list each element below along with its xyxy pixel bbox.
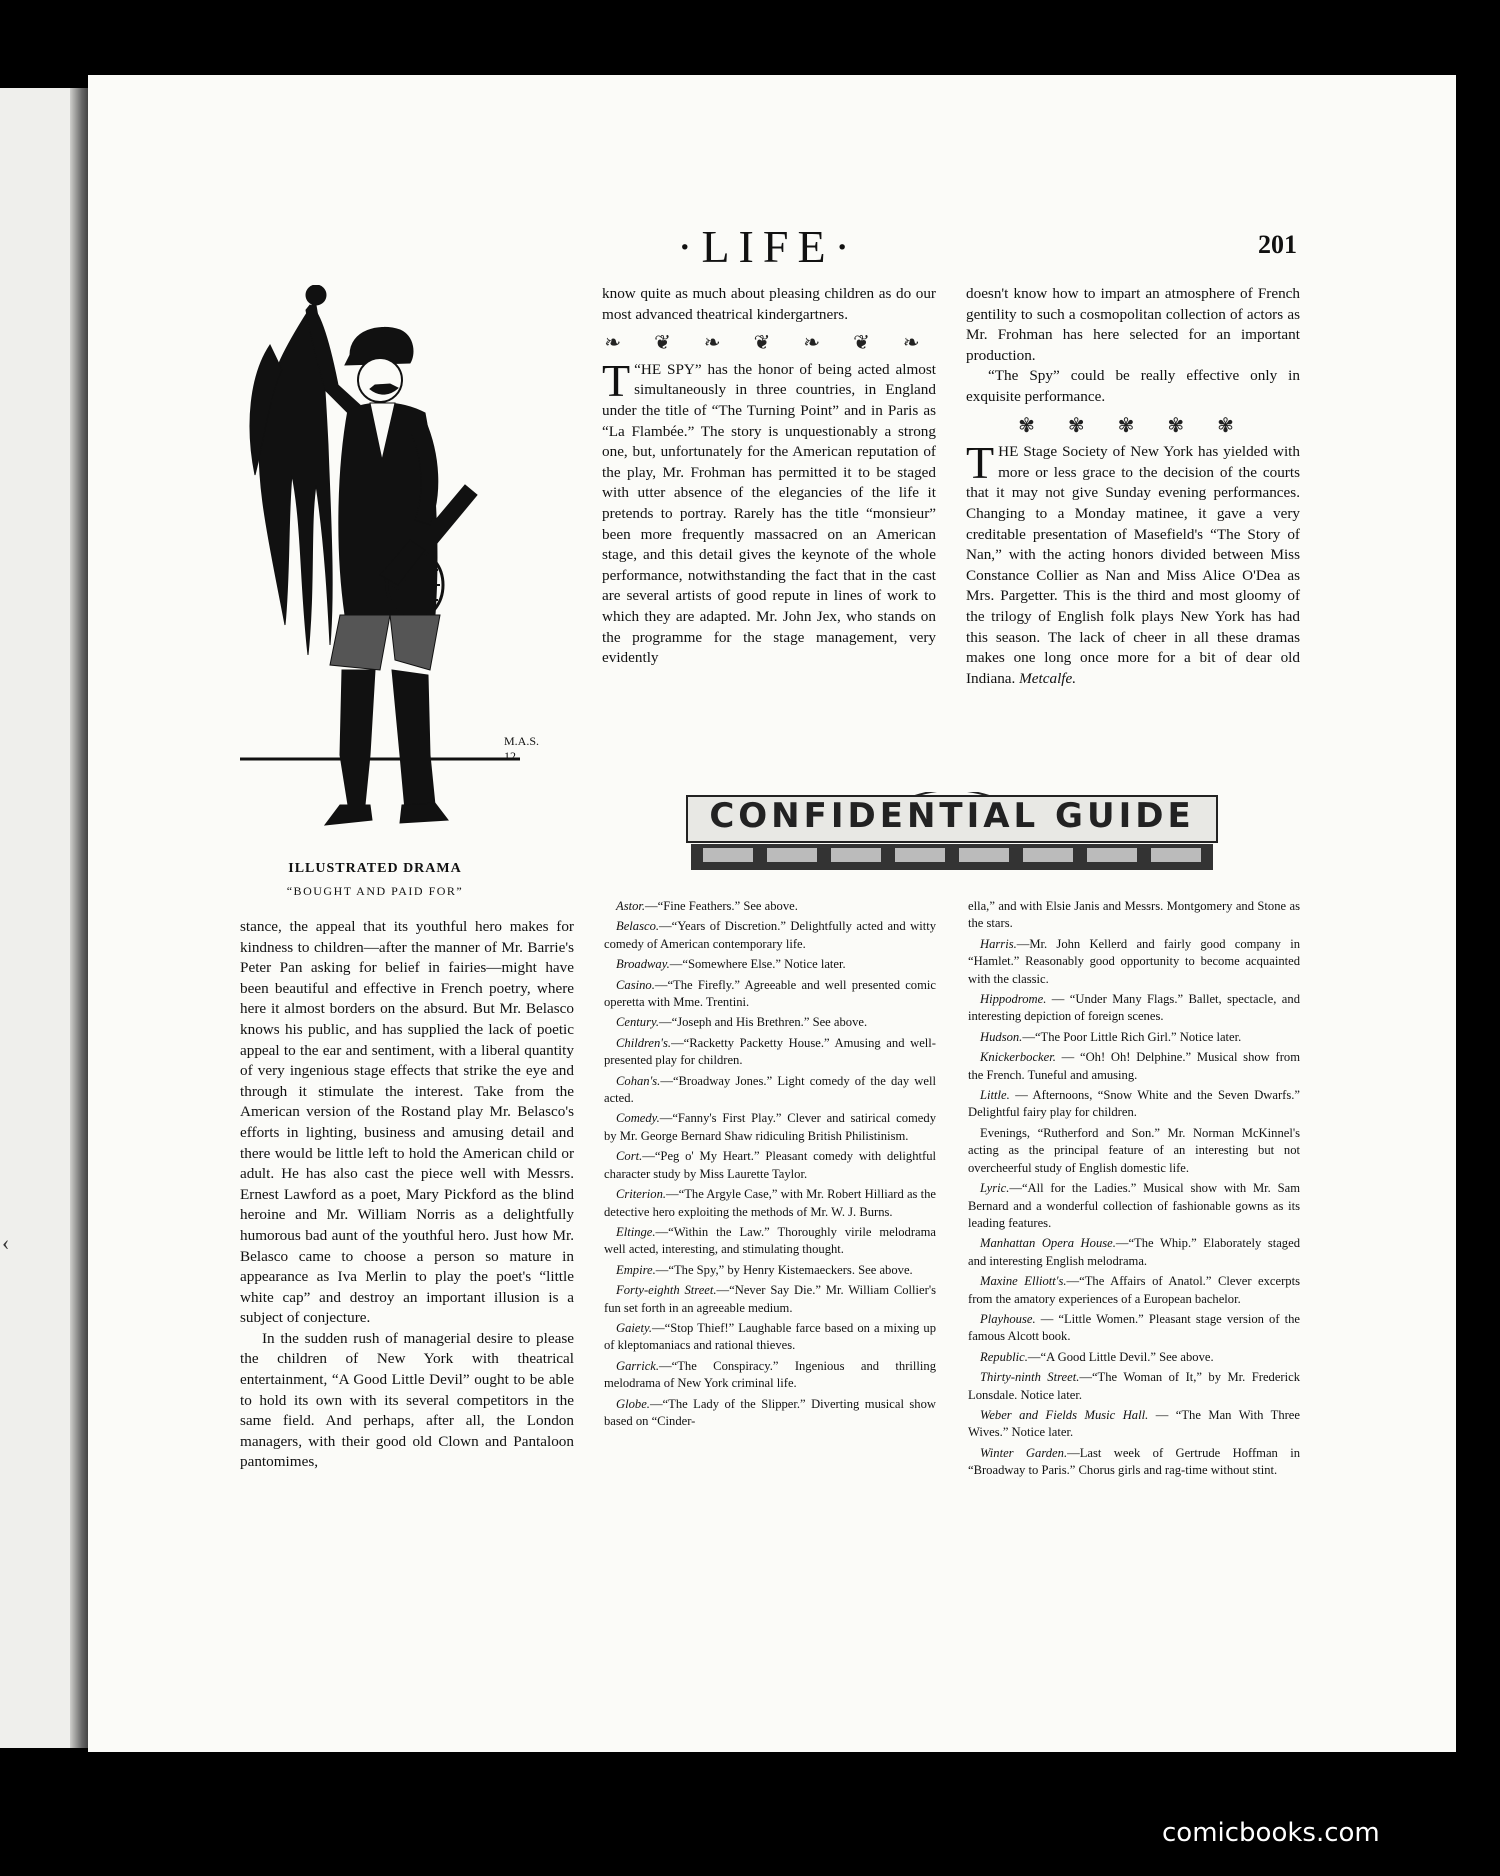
theatre-description: —“The Spy,” by Henry Kistemaeckers. See above. [655,1262,913,1277]
theatre-description: —“Peg o' My Heart.” Pleasant comedy with delightful character study by Miss Laurette Taylor. [604,1149,936,1181]
guide-entry [604,1110,936,1145]
theatre-description: — “Oh! Oh! Delphine.” Musical show from the French. Tuneful and amusing. [968,1050,1300,1082]
theatre-name: Garrick. [616,1358,660,1373]
theatre-description: —“Fanny's First Play.” Clever and satirical comedy by Mr. George Bernard Shaw ridiculing British Philistinism. [604,1111,936,1143]
theatre-name: Hippodrome. [980,992,1047,1007]
watermark: comicbooks.com [1162,1818,1380,1848]
guide-column-1 [604,898,936,1433]
theatre-name: Manhattan Opera House. [980,1236,1116,1251]
theatre-name: Century. [616,1015,660,1030]
stage-society-review-text: HE Stage Society of New York has yielded with more or less grace to the decision of the courts that it may not give Sunday evening performances. Changing to a Monday matinee, it gave a very creditable presentation of Masefield's “The Story of Nan,” with the acting honors divided between Miss Constance Collier as Nan and Miss Alice O'Dea as Mrs. Pargetter. This is the third and most gloomy of the trilogy of English folk plays New York has had this season. The lack of cheer in all these dramas makes one long once more for a bit of dear old Indiana. [966,443,1300,687]
right-column-paragraph-2: “The Spy” could be really effective only in exquisite performance. [966,367,1300,405]
theatre-description: —“The Argyle Case,” with Mr. Robert Hilliard as the detective hero exploiting the methods of Mr. W. J. Burns. [604,1187,936,1219]
left-page-mark: ‹ [2,1230,10,1255]
guide-entry [968,1311,1300,1346]
theatre-description: —“The Firefly.” Agreeable and well presented comic operetta with Mme. Trentini. [604,977,936,1010]
left-column-paragraph-1: stance, the appeal that its youthful hero makes for kindness to children—after the manner of Mr. Barrie's Peter Pan asking for belief in fairies—might have been beautiful and effective in French poetry, where here it almost borders on the absurd. But Mr. Belasco knows his public, and has supplied the lack of poetic appeal to the ear and sentiment, with a liberal quantity of very ingenious stage effects that strike the eye and through it stimulate the interest. Take from the American version of the Rostand play Mr. Belasco's efforts in lighting, business and amusing detail and there would be little left to hold the American child or adult. He has also cast the piece well with Messrs. Ernest Lawford as a poet, Mary Pickford as the blind heroine and Mr. William Norris as a delightfully humorous bad aunt of the youthful hero. Just how Mr. Belasco came to choose a person so mature in appearance as Iva Merlin to play the poet's “little white cap” and destroy an important illusion is a subject of conjecture. [240,918,574,1327]
theatre-name: Broadway. [616,957,670,972]
theatre-description: —“Joseph and His Brethren.” See above. [659,1015,868,1030]
theatre-description: —“Years of Discretion.” Delightfully acted and witty comedy of American contemporary life. [604,919,936,951]
theatre-name: Winter Garden. [980,1445,1068,1460]
spy-review [602,354,936,669]
theatre-name: Empire. [616,1262,656,1277]
guide-entry [604,1186,936,1221]
theatre-name: Forty-eighth Street. [616,1283,717,1298]
masthead: ·LIFE· [677,221,859,272]
theatre-name: Weber and Fields Music Hall. [980,1407,1149,1422]
theatre-description: —“All for the Ladies.” Musical show with Mr. Sam Bernard and a wonderful collection of fashionable gowns as its leading features. [968,1181,1300,1230]
theatre-name: Little. [980,1088,1010,1103]
theatre-name: Maxine Elliott's. [980,1274,1067,1289]
guide-entry [604,1148,936,1183]
right-column [966,284,1300,689]
theatre-description: —“The Whip.” Elaborately staged and interesting English melodrama. [968,1236,1300,1268]
guide-entry [968,1029,1300,1046]
guide-entry-continuation: ella,” and with Elsie Janis and Messrs. Montgomery and Stone as the stars. [968,899,1300,931]
artist-signature: M.A.S. 12 [504,734,540,763]
theatre-name: Knickerbocker. [980,1050,1056,1065]
guide-entry [968,991,1300,1026]
left-column-paragraph-2: In the sudden rush of managerial desire to please the children of New York with theatrical entertainment, “A Good Little Devil” ought to be able to hold its own with its several competitors in the same field. And perhaps, after all, the London managers, with their good old Clown and Pantaloon pantomimes, [240,1329,574,1471]
guide-entry [968,1349,1300,1366]
theatre-description: —“The Woman of It,” by Mr. Frederick Lonsdale. Notice later. [968,1370,1300,1402]
ornament-divider: ✾ ✾ ✾ ✾ ✾ [1018,414,1248,437]
guide-entry [968,1273,1300,1308]
page-number: 201 [1258,230,1297,259]
theatre-name: Cohan's. [616,1073,661,1088]
theatre-description: —“The Lady of the Slipper.” Diverting musical show based on “Cinder- [604,1396,936,1428]
theatre-name: Eltinge. [616,1224,656,1239]
guide-entry [604,956,936,973]
middle-column [602,284,936,669]
theatre-description: —“Fine Feathers.” See above. [645,899,798,913]
theatre-name: Thirty-ninth Street. [980,1370,1080,1385]
theatre-name: Astor. [616,899,646,913]
theatre-description: —“Somewhere Else.” Notice later. [669,957,846,972]
drop-cap: T [966,437,995,489]
guide-entry [604,1035,936,1070]
theatre-name: Comedy. [616,1111,660,1126]
theatre-description: —“The Poor Little Rich Girl.” Notice later. [1022,1029,1242,1044]
theatre-name: Hudson. [980,1029,1023,1044]
theatre-description: —“Racketty Packetty House.” Amusing and well-presented play for children. [604,1035,936,1068]
theatre-name: Criterion. [616,1187,667,1202]
guide-column-2 [968,898,1300,1483]
guide-entry [968,1180,1300,1232]
theatre-name: Belasco. [616,919,660,934]
middle-column-paragraph-1: know quite as much about pleasing children as do our most advanced theatrical kindergartners. [602,285,936,323]
guide-entry [968,1125,1300,1177]
guide-entry [604,1073,936,1108]
theatre-name: Cort. [616,1149,643,1164]
guide-entry [968,1445,1300,1480]
theatre-description: —“The Affairs of Anatol.” Clever excerpts from the amatory experiences of a European bachelor. [968,1274,1301,1306]
theatre-description: —“Stop Thief!” Laughable farce based on a mixing up of kleptomaniacs and rational thieves. [604,1320,936,1353]
theatre-description: —“The Conspiracy.” Ingenious and thrilling melodrama of New York criminal life. [604,1358,936,1391]
theatre-description: — “The Man With Three Wives.” Notice later. [968,1407,1300,1440]
theatre-name: Republic. [980,1349,1028,1364]
theatre-description: —“Within the Law.” Thoroughly virile melodrama well acted, interesting, and stimulating thought. [604,1224,936,1257]
guide-entry [604,1224,936,1259]
theatre-description: — “Little Women.” Pleasant stage version of the famous Alcott book. [968,1311,1300,1344]
theatre-name: Globe. [616,1396,650,1411]
theatre-description: —“A Good Little Devil.” See above. [1027,1349,1214,1364]
guide-entry [968,1407,1300,1442]
stage-society-review [966,437,1300,689]
theatre-name: Harris. [980,936,1017,951]
guide-entry [604,1358,936,1393]
guide-banner-title: CONFIDENTIAL GUIDE [709,796,1195,836]
confidential-guide-banner [685,792,1219,874]
theatre-description: — Afternoons, “Snow White and the Seven Dwarfs.” Delightful fairy play for children. [968,1088,1300,1120]
theatre-name: Gaiety. [616,1320,653,1335]
guide-entry [604,1014,936,1031]
theatre-name: Casino. [616,977,655,992]
theatre-description: —Last week of Gertrude Hoffman in “Broadway to Paris.” Chorus girls and rag-time without stint. [968,1445,1300,1478]
guide-entry [604,1282,936,1317]
illustration-caption-title: ILLUSTRATED DRAMA [288,861,462,876]
guide-entry [968,1369,1300,1404]
guide-entry [604,898,936,915]
theatre-description: Evenings, “Rutherford and Son.” Mr. Norman McKinnel's acting as the principal feature of an interesting but not overcheerful study of English domestic life. [968,1125,1300,1175]
guide-entry [968,1087,1300,1122]
left-column [240,917,574,1473]
illustration-fisherman [230,285,530,845]
guide-entry [604,977,936,1012]
guide-entry [968,936,1300,988]
drop-cap: T [602,354,631,406]
ornament-divider: ❧ ❦ ❧ ❦ ❧ ❦ ❧ [604,332,934,355]
illustration-caption-subtitle: “BOUGHT AND PAID FOR” [286,884,464,898]
theatre-name: Lyric. [980,1181,1010,1196]
theatre-name: Playhouse. [980,1311,1036,1326]
spy-review-text: HE SPY” has the honor of being acted almost simultaneously in three countries, in England under the title of “The Turning Point” and in Paris as “La Flambée.” The story is unquestionably a strong one, but, unfortunately for the American reputation of the play, Mr. Frohman has permitted it to be staged with utter absence of the elegancies of the life it pretends to portray. Rarely has the title “monsieur” been more frequently massacred on an American stage, and this detail gives the keynote of the whole performance, notwithstanding the fact that in the cast are several artists of good repute in lines of work to which they are adapted. Mr. John Jex, who stands on the programme for the stage management, very evidently [602,360,936,667]
theatre-description: — “Under Many Flags.” Ballet, spectacle, and interesting depiction of foreign scenes. [968,992,1300,1024]
quote-mark: “ [634,360,641,378]
guide-entry [968,1235,1300,1270]
guide-entry [604,1396,936,1431]
guide-entry [604,918,936,953]
reviewer-signature: Metcalfe. [1019,669,1077,687]
theatre-description: —Mr. John Kellerd and fairly good company in “Hamlet.” Reasonably good opportunity to become acquainted with the classic. [968,936,1300,986]
right-column-paragraph-1: doesn't know how to impart an atmosphere of French gentility to such a cosmopolitan collection of actors as Mr. Frohman has here selected for an important production. [966,285,1300,364]
guide-entry [604,1262,936,1279]
theatre-description: —“Never Say Die.” Mr. William Collier's fun set forth in an agreeable medium. [604,1283,937,1315]
theatre-description: —“Broadway Jones.” Light comedy of the day well acted. [604,1073,936,1106]
theatre-name: Children's. [616,1035,672,1050]
guide-entry [604,1320,936,1355]
guide-entry [968,1049,1300,1084]
